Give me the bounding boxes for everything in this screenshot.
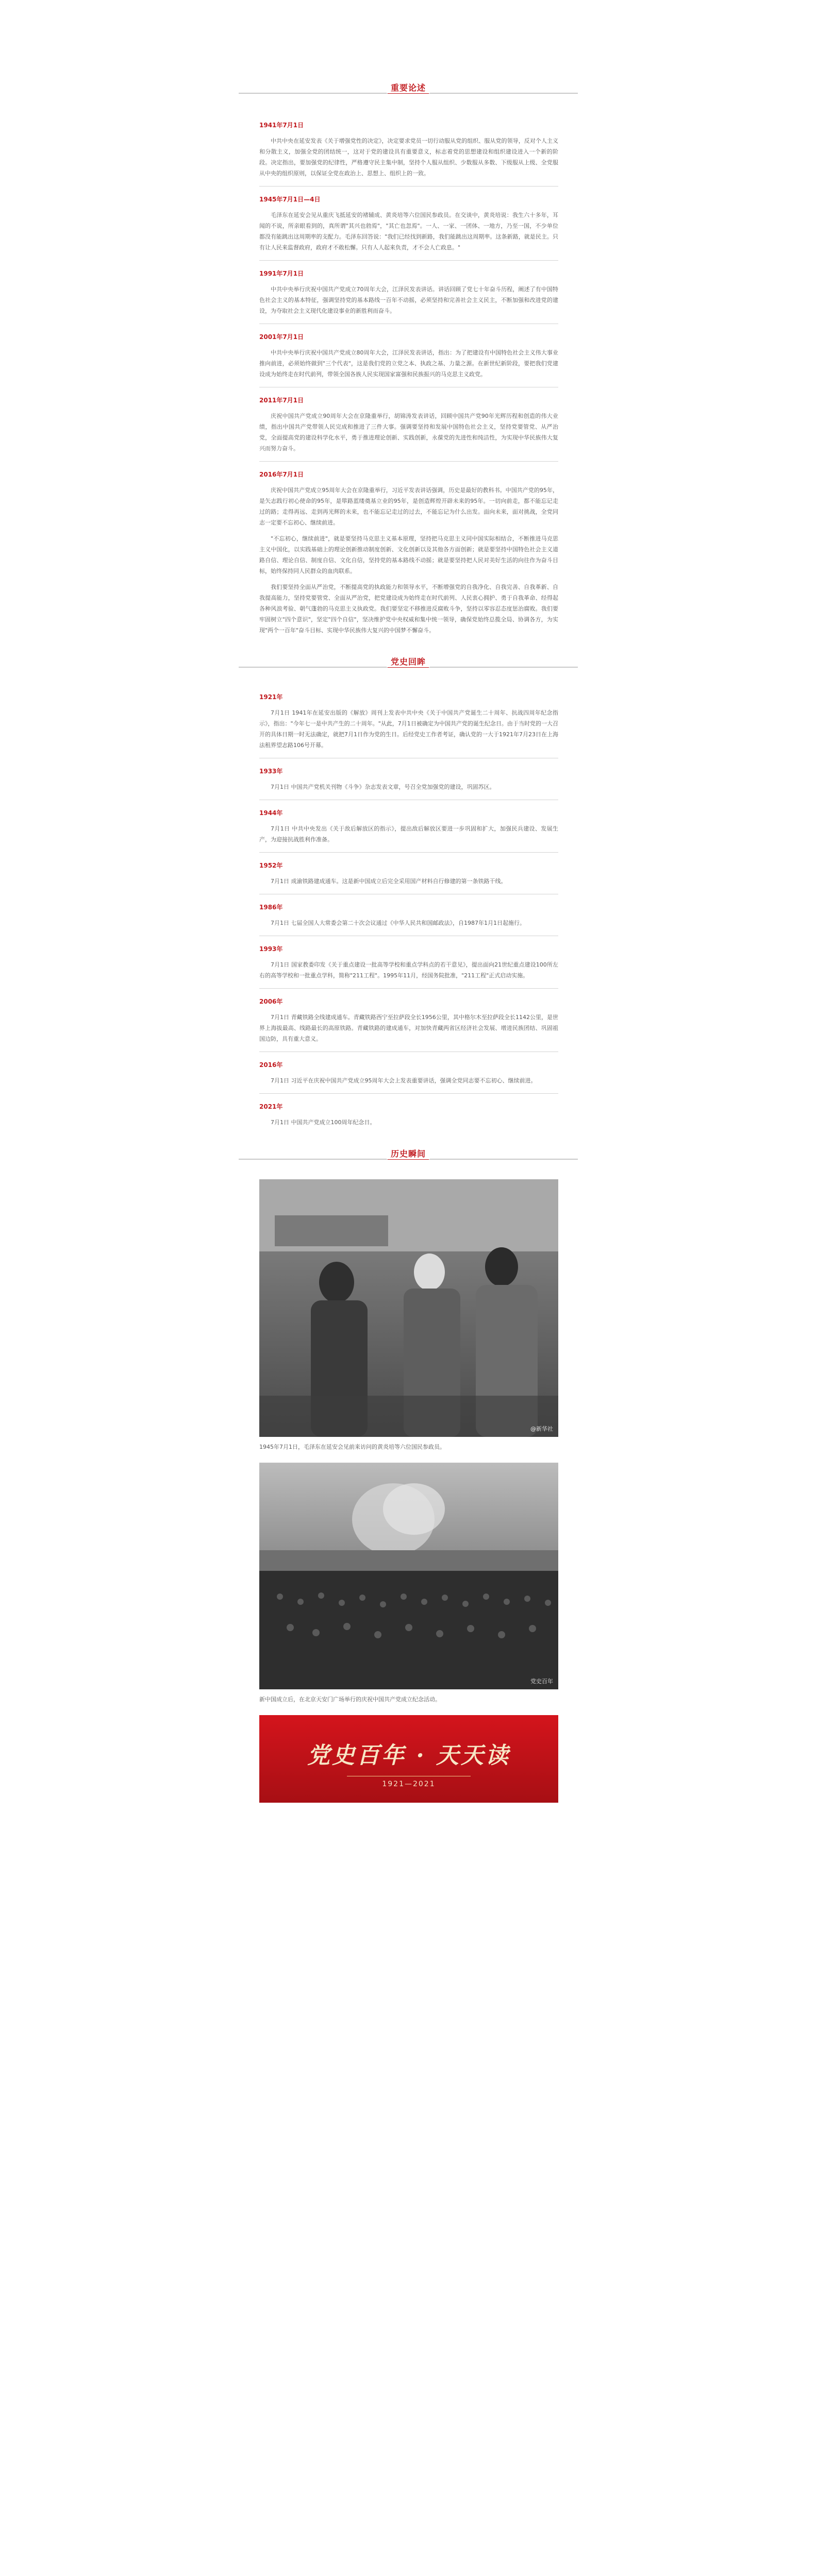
entry-date: 2016年	[259, 1061, 283, 1069]
section-body-important-statements	[239, 121, 578, 636]
entry-date: 1991年7月1日	[259, 270, 304, 277]
entry-divider	[259, 988, 558, 989]
entry-paragraph: 7月1日 成渝铁路建成通车。这是新中国成立后完全采用国产材料自行修建的第一条铁路干线。	[271, 878, 507, 885]
entry-paragraph: 中共中央举行庆祝中国共产党成立80周年大会，江泽民发表讲话，指出：为了把建设有中国特色社会主义伟大事业推向前进，必须始终做到"三个代表"，这是我们党的立党之本、执政之基、力量之源。在新世纪新阶段，要把我们党建设成为始终走在时代前列，带领全国各族人民实现国家富强和民族振兴的马克思主义政党。	[259, 349, 558, 378]
entry-divider	[259, 461, 558, 462]
entry-divider	[259, 852, 558, 853]
section-title: 历史瞬间	[387, 1147, 430, 1159]
photo-watermark: 党史百年	[530, 1678, 553, 1685]
entry-date: 1944年	[259, 809, 283, 817]
entry-paragraph: 7月1日 中国共产党成立100周年纪念日。	[271, 1119, 376, 1126]
entry-paragraph: 中共中央在延安发表《关于增强党性的决定》，决定要求党员一切行动服从党的组织、服从党的领导，反对个人主义和分散主义，加强全党的团结统一，这对于党的建设具有重要意义，标志着党的思想建设和组织建设进入一个新的阶段。决定指出，要加强党的纪律性，严格遵守民主集中制，坚持个人服从组织、少数服从多数、下级服从上级、全党服从中央的组织原则，以保证全党在政治上、思想上、组织上的一致。	[259, 138, 558, 177]
entry-date: 2011年7月1日	[259, 397, 304, 404]
section-header-history-review	[239, 651, 578, 675]
entry-date: 1952年	[259, 862, 283, 869]
entry-paragraph: 我们要坚持全面从严治党，不断提高党的执政能力和领导水平，不断增强党的自我净化、自我完善、自我革新、自我提高能力，坚持党要管党、全面从严治党，把党建设成为始终走在时代前列、人民衷心拥护、勇于自我革命、经得起各种风浪考验、朝气蓬勃的马克思主义执政党。我们要坚定不移推进反腐败斗争，坚持以零容忍态度惩治腐败。我们要牢固树立"四个意识"，坚定"四个自信"，坚决维护党中央权威和集中统一领导，确保党始终总揽全局、协调各方，为实现"两个一百年"奋斗目标、实现中华民族伟大复兴的中国梦不懈奋斗。	[259, 584, 558, 634]
entry-date: 1945年7月1日—4日	[259, 196, 321, 203]
section-header-important-statements	[239, 77, 578, 101]
entry-paragraph: 7月1日 习近平在庆祝中国共产党成立95周年大会上发表重要讲话，强调全党同志要不忘初心、继续前进。	[271, 1077, 537, 1084]
photo-caption: 1945年7月1日，毛泽东在延安会见前来访问的黄炎培等六位国民参政员。	[259, 1444, 445, 1450]
photo-caption: 新中国成立后，在北京天安门广场举行的庆祝中国共产党成立纪念活动。	[259, 1696, 441, 1703]
section-title: 重要论述	[387, 81, 430, 93]
entry-date: 1921年	[259, 693, 283, 701]
entry-date: 1993年	[259, 945, 283, 953]
entry-paragraph: 毛泽东在延安会见从重庆飞抵延安的褚辅成、黄炎培等六位国民参政员。在交谈中，黄炎培说：我生六十多年，耳闻的不说，所亲眼看到的，真所谓"其兴也勃焉"，"其亡也忽焉"。一人、一家、一团体、一地方，乃至一国，不少单位都没有能跳出这周期率的支配力。毛泽东回答说："我们已经找到新路，我们能跳出这周期率。这条新路，就是民主。只有让人民来监督政府，政府才不敢松懈。只有人人起来负责，才不会人亡政息。"	[259, 212, 558, 251]
entry-date: 1986年	[259, 904, 283, 911]
entry-divider	[259, 260, 558, 261]
photo-watermark: @新华社	[530, 1426, 553, 1432]
entry-date: 2006年	[259, 998, 283, 1005]
historic-photo-1-image	[259, 1179, 558, 1437]
entry-paragraph: "不忘初心，继续前进"，就是要坚持马克思主义基本原理，坚持把马克思主义同中国实际相结合，不断推进马克思主义中国化，以实践基础上的理论创新推动制度创新、文化创新以及其他各方面创新；就是要坚持中国特色社会主义道路自信、理论自信、制度自信、文化自信，坚持党的基本路线不动摇；就是要坚持把人民对美好生活的向往作为奋斗目标，始终保持同人民群众的血肉联系。	[259, 535, 558, 574]
section-body-history-review	[239, 692, 578, 1128]
party-history-banner	[259, 1715, 558, 1803]
historic-photo-1	[259, 1179, 558, 1437]
entry-paragraph: 中共中央举行庆祝中国共产党成立70周年大会，江泽民发表讲话。讲话回顾了党七十年奋斗历程，阐述了有中国特色社会主义的基本特征，强调坚持党的基本路线一百年不动摇，必须坚持和完善社会主义民主，不断加强和改进党的建设，为夺取社会主义现代化建设事业的新胜利而奋斗。	[259, 286, 558, 314]
entry-paragraph: 7月1日 中共中央发出《关于敌后解放区的指示》，提出敌后解放区要进一步巩固和扩大，加强民兵建设、发展生产，为迎接抗战胜利作准备。	[259, 825, 558, 843]
entry-date: 2016年7月1日	[259, 471, 304, 478]
banner-years: 1921—2021	[382, 1780, 436, 1788]
entry-paragraph: 庆祝中国共产党成立95周年大会在京隆重举行，习近平发表讲话强调，历史是最好的教科书。中国共产党的95年，是矢志践行初心使命的95年，是筚路蓝缕奠基立业的95年，是创造辉煌开辟未来的95年。一切向前走，都不能忘记走过的路；走得再远、走到再光辉的未来，也不能忘记走过的过去，不能忘记为什么出发。面向未来，面对挑战，全党同志一定要不忘初心、继续前进。	[259, 487, 558, 526]
entry-paragraph: 7月1日 1941年在延安出版的《解放》周刊上发表中共中央《关于中国共产党诞生二十周年、抗战四周年纪念指示》，指出："今年七一是中共产生的二十周年。"从此，7月1日被确定为中国共产党的诞生纪念日。由于当时党的一大召开的具体日期一时无法确定，就把7月1日作为党的生日。后经党史工作者考证，确认党的一大于1921年7月23日在上海法租界望志路106号开幕。	[259, 709, 558, 749]
section-title: 党史回眸	[387, 655, 430, 667]
entry-divider	[259, 186, 558, 187]
entry-paragraph: 7月1日 国家教委印发《关于重点建设一批高等学校和重点学科点的若干意见》，提出面向21世纪重点建设100所左右的高等学校和一批重点学科，简称"211工程"。1995年11月，经国务院批准，"211工程"正式启动实施。	[259, 961, 558, 979]
entry-date: 2001年7月1日	[259, 333, 304, 341]
banner-title: 党史百年 · 天天读	[307, 1742, 510, 1769]
article-column	[239, 0, 578, 1803]
section-header-historic-moments	[239, 1143, 578, 1167]
entry-paragraph: 7月1日 青藏铁路全线建成通车。青藏铁路西宁至拉萨段全长1956公里，其中格尔木至拉萨段全长1142公里，是世界上海拔最高、线路最长的高原铁路。青藏铁路的建成通车，对加快青藏两省区经济社会发展、增进民族团结、巩固祖国边防，具有重大意义。	[259, 1014, 558, 1042]
entry-paragraph: 庆祝中国共产党成立90周年大会在京隆重举行，胡锦涛发表讲话，回顾中国共产党90年光辉历程和创造的伟大业绩，指出中国共产党带领人民完成和推进了三件大事。强调要坚持和发展中国特色社会主义，坚持党要管党、从严治党，全面提高党的建设科学化水平，勇于推进理论创新、实践创新，永葆党的先进性和纯洁性，为实现中华民族伟大复兴而努力奋斗。	[259, 413, 558, 452]
entry-date: 1941年7月1日	[259, 122, 304, 129]
entry-paragraph: 7月1日 中国共产党机关刊物《斗争》杂志发表文章，号召全党加强党的建设，巩固苏区。	[271, 784, 495, 790]
entry-date: 2021年	[259, 1103, 283, 1110]
entry-date: 1933年	[259, 768, 283, 775]
historic-photo-2-image	[259, 1463, 558, 1689]
entry-divider	[259, 1093, 558, 1094]
historic-photo-2	[259, 1463, 558, 1689]
entry-paragraph: 7月1日 七届全国人大常委会第二十次会议通过《中华人民共和国邮政法》，自1987年1月1日起施行。	[271, 920, 525, 926]
